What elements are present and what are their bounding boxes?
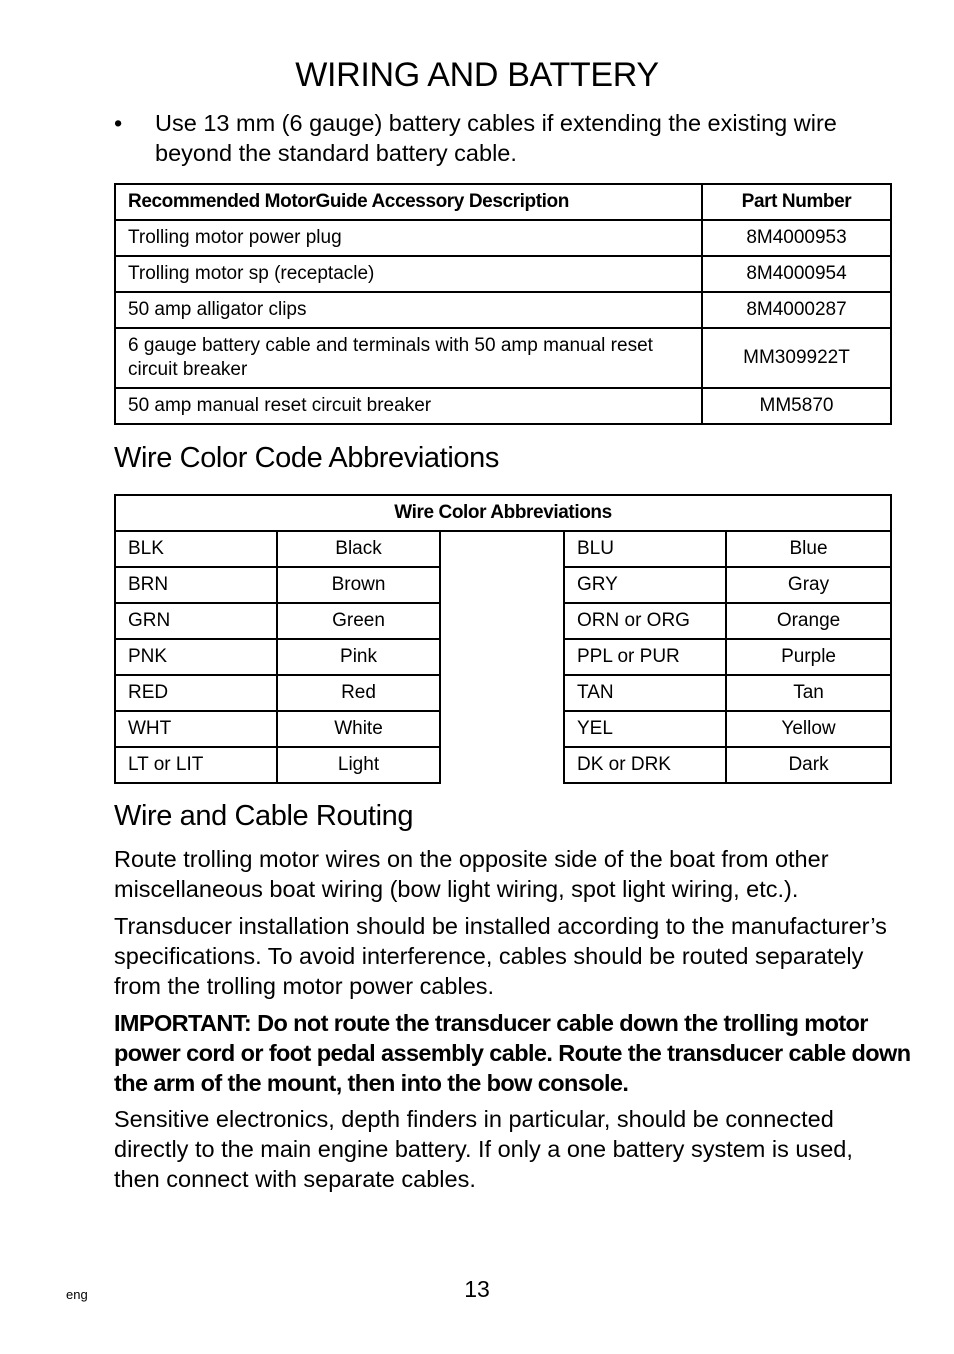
- color-name: White: [277, 711, 440, 747]
- accessory-description: 50 amp alligator clips: [115, 292, 702, 328]
- color-name: Pink: [277, 639, 440, 675]
- transducer-paragraph: Transducer installation should be installed according to the manufacturer’s specifications. To avoid interference, cables should be routed separately from the trolling motor power cables.: [114, 913, 887, 999]
- accessory-description: Trolling motor power plug: [115, 220, 702, 256]
- part-number: 8M4000954: [702, 256, 891, 292]
- color-name: Yellow: [726, 711, 891, 747]
- language-code: eng: [66, 1287, 88, 1302]
- color-name: Black: [277, 531, 440, 567]
- part-number: 8M4000953: [702, 220, 891, 256]
- part-number: MM5870: [702, 388, 891, 424]
- wire-color-table: [114, 494, 892, 784]
- routing-paragraph: Route trolling motor wires on the opposite side of the boat from other miscellaneous boat wiring (bow light wiring, spot light wiring, etc.).: [114, 846, 829, 902]
- color-name: Light: [277, 747, 440, 783]
- color-abbreviation: BLK: [115, 531, 277, 567]
- color-name: Orange: [726, 603, 891, 639]
- table-row: [115, 531, 891, 567]
- column-header: Part Number: [702, 184, 891, 220]
- bullet-item: [114, 108, 894, 168]
- color-name: Gray: [726, 567, 891, 603]
- color-abbreviation: WHT: [115, 711, 277, 747]
- accessory-description: Trolling motor sp (receptacle): [115, 256, 702, 292]
- color-abbreviation: ORN or ORG: [564, 603, 726, 639]
- color-abbreviation: LT or LIT: [115, 747, 277, 783]
- section-heading-color-codes: Wire Color Code Abbreviations: [114, 442, 499, 474]
- color-abbreviation: PPL or PUR: [564, 639, 726, 675]
- table-spacer: [440, 531, 564, 783]
- color-abbreviation: YEL: [564, 711, 726, 747]
- page-number: 13: [464, 1276, 490, 1302]
- column-header: Recommended MotorGuide Accessory Description: [115, 184, 702, 220]
- color-name: Purple: [726, 639, 891, 675]
- electronics-paragraph: Sensitive electronics, depth finders in particular, should be connected directly to the main engine battery. If only a one battery system is used, then connect with separate cables.: [114, 1106, 853, 1192]
- color-abbreviation: TAN: [564, 675, 726, 711]
- color-abbreviation: GRY: [564, 567, 726, 603]
- section-heading-routing: Wire and Cable Routing: [114, 800, 414, 832]
- table-row: [115, 292, 891, 328]
- color-abbreviation: PNK: [115, 639, 277, 675]
- table-header-row: [115, 495, 891, 531]
- part-number: 8M4000287: [702, 292, 891, 328]
- color-name: Tan: [726, 675, 891, 711]
- table-row: [115, 328, 891, 388]
- bullet-icon: •: [114, 110, 123, 136]
- table-row: [115, 256, 891, 292]
- page-title: WIRING AND BATTERY: [295, 56, 659, 94]
- table-header-row: [115, 184, 891, 220]
- table-title: Wire Color Abbreviations: [115, 495, 891, 531]
- color-name: Blue: [726, 531, 891, 567]
- bullet-text: Use 13 mm (6 gauge) battery cables if extending the existing wire beyond the standard battery cable.: [155, 110, 837, 166]
- color-abbreviation: RED: [115, 675, 277, 711]
- table-row: [115, 388, 891, 424]
- table-row: [115, 220, 891, 256]
- color-name: Green: [277, 603, 440, 639]
- color-abbreviation: GRN: [115, 603, 277, 639]
- accessory-table: [114, 183, 892, 425]
- color-abbreviation: DK or DRK: [564, 747, 726, 783]
- part-number: MM309922T: [702, 328, 891, 388]
- accessory-description: 6 gauge battery cable and terminals with 50 amp manual reset circuit breaker: [115, 328, 702, 388]
- color-name: Brown: [277, 567, 440, 603]
- important-notice: IMPORTANT: Do not route the transducer cable down the trolling motor power cord or foot pedal assembly cable. Route the transducer cable down the arm of the mount, then into the bow console.: [114, 1010, 911, 1096]
- accessory-description: 50 amp manual reset circuit breaker: [115, 388, 702, 424]
- color-name: Red: [277, 675, 440, 711]
- color-abbreviation: BLU: [564, 531, 726, 567]
- color-abbreviation: BRN: [115, 567, 277, 603]
- color-name: Dark: [726, 747, 891, 783]
